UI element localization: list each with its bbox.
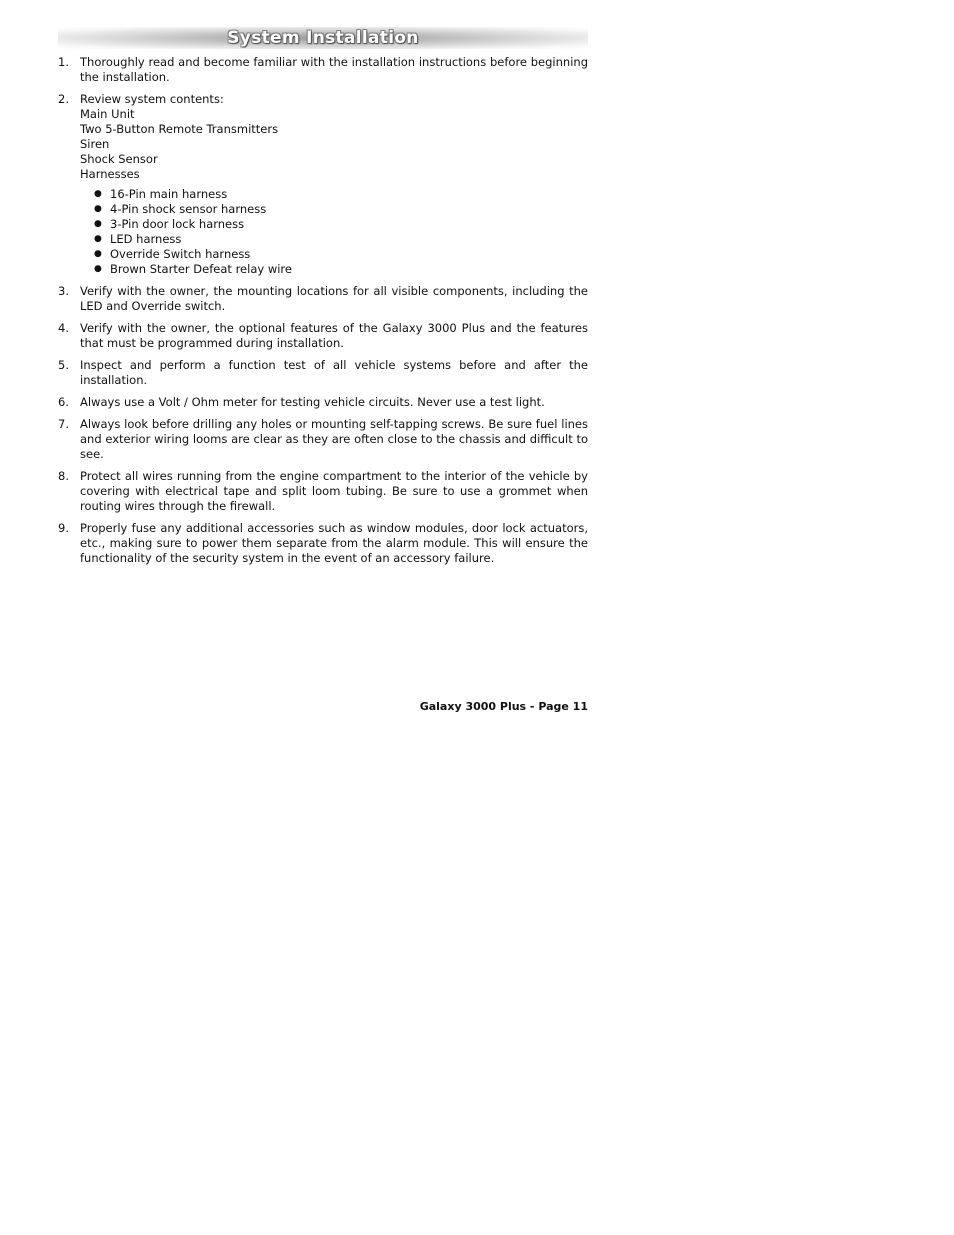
bullet-dot-icon: ● bbox=[94, 189, 102, 199]
step-6 bbox=[58, 395, 588, 410]
step-3 bbox=[58, 284, 588, 314]
step-7 bbox=[58, 417, 588, 462]
step-5 bbox=[58, 358, 588, 388]
system-content-item: Main Unit bbox=[80, 107, 135, 121]
step-text: Verify with the owner, the optional features of the Galaxy 3000 Plus and the features that must be programmed during installation. bbox=[80, 321, 588, 350]
page-title: System Installation bbox=[227, 28, 419, 48]
step-1 bbox=[58, 55, 588, 85]
step-text: Always use a Volt / Ohm meter for testing vehicle circuits. Never use a test light. bbox=[80, 395, 545, 409]
step-text: Properly fuse any additional accessories such as window modules, door lock actuators, etc., making sure to power them separate from the alarm module. This will ensure the functionality of the security system in the event of an accessory failure. bbox=[80, 521, 588, 565]
harness-item-label: LED harness bbox=[110, 232, 182, 246]
page-footer: Galaxy 3000 Plus - Page 11 bbox=[419, 700, 588, 713]
step-text: Inspect and perform a function test of all vehicle systems before and after the installation. bbox=[80, 358, 588, 387]
system-content-item: Shock Sensor bbox=[80, 152, 158, 166]
step-number: 8. bbox=[58, 469, 69, 483]
harness-item-label: Brown Starter Defeat relay wire bbox=[110, 262, 292, 276]
system-content-item: Harnesses bbox=[80, 167, 140, 181]
harness-item-label: 3-Pin door lock harness bbox=[110, 217, 245, 231]
step-number: 9. bbox=[58, 521, 69, 535]
system-content-item: Siren bbox=[80, 137, 110, 151]
bullet-dot-icon: ● bbox=[94, 249, 102, 259]
harness-item bbox=[94, 187, 588, 202]
step-number: 6. bbox=[58, 395, 69, 409]
bullet-dot-icon: ● bbox=[94, 234, 102, 244]
step-text bbox=[80, 92, 588, 277]
step-number: 1. bbox=[58, 55, 69, 69]
harness-item-label: 4-Pin shock sensor harness bbox=[110, 202, 267, 216]
step-number: 2. bbox=[58, 92, 69, 106]
bullet-dot-icon: ● bbox=[94, 204, 102, 214]
harness-item bbox=[94, 247, 588, 262]
step-number: 7. bbox=[58, 417, 69, 431]
bullet-dot-icon: ● bbox=[94, 264, 102, 274]
harness-item bbox=[94, 232, 588, 247]
step-text: Verify with the owner, the mounting locations for all visible components, including the LED and Override switch. bbox=[80, 284, 588, 313]
harness-item bbox=[94, 202, 588, 217]
harness-item-label: Override Switch harness bbox=[110, 247, 251, 261]
step-8 bbox=[58, 469, 588, 514]
step-text: Thoroughly read and become familiar with the installation instructions before beginning the installation. bbox=[80, 55, 588, 84]
system-content-item: Two 5-Button Remote Transmitters bbox=[80, 122, 279, 136]
harness-item-label: 16-Pin main harness bbox=[110, 187, 228, 201]
step-text: Always look before drilling any holes or mounting self-tapping screws. Be sure fuel lines and exterior wiring looms are clear as they are often close to the chassis and difficult to see. bbox=[80, 417, 588, 461]
harness-item bbox=[94, 217, 588, 232]
step-number: 3. bbox=[58, 284, 69, 298]
installation-steps bbox=[58, 55, 588, 573]
step-heading: Review system contents: bbox=[80, 92, 224, 106]
step-number: 4. bbox=[58, 321, 69, 335]
harness-list bbox=[94, 187, 588, 277]
step-text: Protect all wires running from the engine compartment to the interior of the vehicle by covering with electrical tape and split loom tubing. Be sure to use a grommet when routing wires through the firewall. bbox=[80, 469, 588, 513]
step-number: 5. bbox=[58, 358, 69, 372]
step-9 bbox=[58, 521, 588, 566]
step-4 bbox=[58, 321, 588, 351]
step-2 bbox=[58, 92, 588, 277]
harness-item bbox=[94, 262, 588, 277]
bullet-dot-icon: ● bbox=[94, 219, 102, 229]
